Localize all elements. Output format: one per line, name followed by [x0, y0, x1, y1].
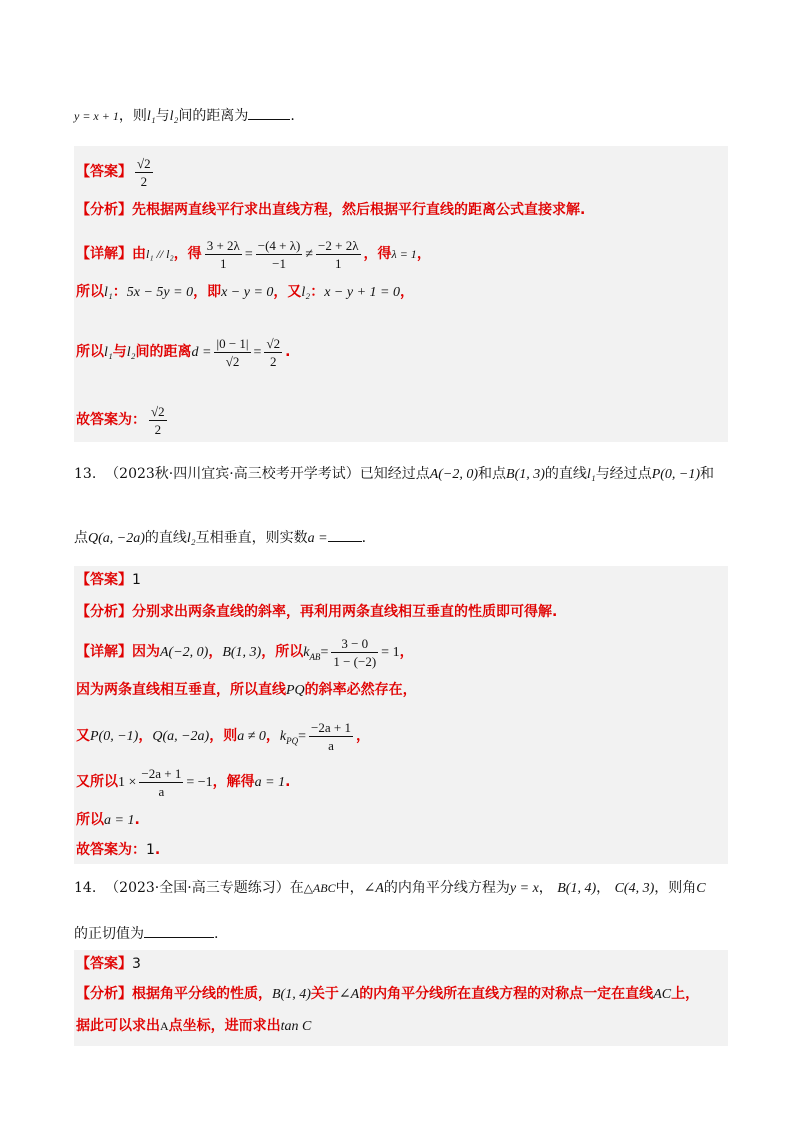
q12-detail-line: 【详解】由l₁ // l₂，得 $\frac{3 + 2\lambda}{1}$ = $\frac{-(4 + \lambda)}{-1}$ ≠ $\frac{-2 + 2\lambda}{1}$ ，得λ = 1，: [76, 237, 431, 271]
triangle-abc: △ABC: [303, 881, 336, 895]
answer-label: 【答案】: [76, 956, 132, 972]
equation-simplified: x − y = 0: [221, 285, 274, 300]
answer-fraction: $\frac{√2}{2}$: [137, 155, 151, 189]
q12-with: 与: [155, 108, 170, 124]
point-q: Q(a, −2a): [88, 531, 145, 546]
bisector-equation: y = x: [509, 881, 539, 896]
q13-line5: 所以a = 1.: [76, 812, 140, 828]
distance-result: $\frac{√2}{2}$: [266, 335, 281, 369]
q12-final-line: [76, 398, 170, 442]
point-p: P(0, −1): [651, 467, 701, 482]
q12-answer-line: [76, 152, 156, 192]
q12-text2: 间的距离为: [178, 108, 249, 124]
analysis-label: 【分析】: [76, 202, 132, 218]
question-source: （2023秋·四川宜宾·高三校考开学考试）已知经过点: [105, 466, 430, 482]
q12-end: .: [290, 108, 295, 124]
q13-line2: 因为两条直线相互垂直，所以直线PQ的斜率必然存在，: [76, 682, 417, 698]
point-a: A(−2, 0): [429, 467, 479, 482]
question-source: （2023·全国·高三专题练习）在: [105, 880, 304, 896]
q13-line2: 点Q(a, −2a)的直线l₂互相垂直，则实数a = .: [74, 530, 367, 546]
detail-label: 【详解】: [76, 246, 132, 262]
q14-line2: 据此可以求出A点坐标，进而求出tan C: [76, 1018, 312, 1034]
q12-tail-line: [74, 106, 295, 127]
question-number: 14.: [74, 880, 97, 896]
answer-label: 【答案】: [76, 572, 132, 588]
point-c: C(4, 3): [614, 881, 655, 896]
equation-l2: x − y + 1 = 0: [324, 285, 400, 300]
analysis-text: 先根据两直线平行求出直线方程，然后根据平行直线的距离公式直接求解.: [132, 202, 586, 218]
q14-analysis-line: 【分析】根据角平分线的性质，B(1, 4)关于∠A的内角平分线所在直线方程的对称点一定在直线AC上，: [76, 986, 700, 1002]
slope-ab-fraction: $\frac{3 - 0}{1 - (-2)}$: [333, 635, 377, 669]
q12-line-equation: y = x + 1: [74, 109, 119, 123]
q14-line2: 的正切值为 .: [74, 926, 219, 942]
final-answer-fraction: $\frac{√2}{2}$: [151, 403, 165, 437]
answer-blank: [144, 925, 214, 938]
q12-line2: 所以l₁：5x − 5y = 0，即x − y = 0，又l₂：x − y + 1 = 0，: [76, 284, 414, 300]
distance-fraction: $\frac{|0 - 1|}{√2}$: [216, 335, 249, 369]
analysis-label: 【分析】: [76, 604, 132, 620]
final-answer-label: 故答案为：: [76, 842, 146, 858]
lambda-value: λ = 1: [391, 247, 417, 261]
final-answer-value: 1: [146, 842, 155, 858]
tan-c: tan C: [280, 1019, 312, 1034]
q13-answer-line: [76, 570, 141, 590]
point-b: B(1, 3): [506, 467, 545, 482]
fraction-3: $\frac{-2 + 2\lambda}{1}$: [318, 237, 359, 271]
fraction-2: $\frac{-(4 + \lambda)}{-1}$: [257, 237, 301, 271]
detail-label: 【详解】: [76, 644, 132, 660]
q14-line1: 14. （2023·全国·高三专题练习）在△ABC中，∠A的内角平分线方程为y = x， B(1, 4)， C(4, 3)，则角C: [74, 880, 706, 896]
answer-blank: [248, 107, 290, 120]
answer-value: 1: [132, 572, 141, 588]
final-answer-label: 故答案为：: [76, 412, 146, 428]
q12-text: ，则: [118, 108, 147, 124]
q12-analysis-line: [76, 200, 585, 220]
parallel-condition: l₁ // l₂: [146, 247, 174, 261]
analysis-text: 分别求出两条直线的斜率，再利用两条直线相互垂直的性质即可得解.: [132, 604, 558, 620]
q13-line1: 13. （2023秋·四川宜宾·高三校考开学考试）已知经过点A(−2, 0)和点B(1, 3)的直线l₁与经过点P(0, −1)和: [74, 466, 715, 482]
q13-analysis-line: [76, 602, 557, 622]
answer-label: 【答案】: [76, 164, 132, 180]
slope-pq-fraction: $\frac{-2a + 1}{a}$: [311, 719, 351, 753]
q14-answer-line: [76, 954, 141, 974]
distance-d: d =: [191, 345, 212, 360]
q12-l1: l₁: [146, 109, 156, 124]
equation-l1: 5x − 5y = 0: [126, 285, 194, 300]
answer-blank: [328, 529, 362, 542]
q13-final-line: 故答案为：1.: [76, 842, 161, 858]
product-fraction: $\frac{-2a + 1}{a}$: [141, 765, 182, 799]
answer-value: 3: [132, 956, 141, 972]
q12-line3: 所以l₁与l₂间的距离d = $\frac{|0 - 1|}{√2}$ = $\frac{√2}{2}$ .: [76, 335, 291, 369]
q13-detail-line: 【详解】因为A(−2, 0)，B(1, 3)，所以$k_{AB}=$ $\frac{3 - 0}{1 - (-2)}$ = 1，: [76, 635, 414, 669]
fraction-1: $\frac{3 + 2\lambda}{1}$: [206, 237, 240, 271]
q13-line4: 又所以1 × $\frac{-2a + 1}{a}$ = −1，解得a = 1.: [76, 765, 291, 799]
q12-l2: l₂: [169, 109, 179, 124]
point-b: B(1, 4): [557, 881, 597, 896]
analysis-label: 【分析】: [76, 986, 132, 1002]
question-number: 13.: [74, 466, 97, 482]
q13-line3: 又P(0, −1)，Q(a, −2a)，则a ≠ 0，$k_{PQ}=$ $\frac{-2a + 1}{a}$ ，: [76, 719, 370, 753]
